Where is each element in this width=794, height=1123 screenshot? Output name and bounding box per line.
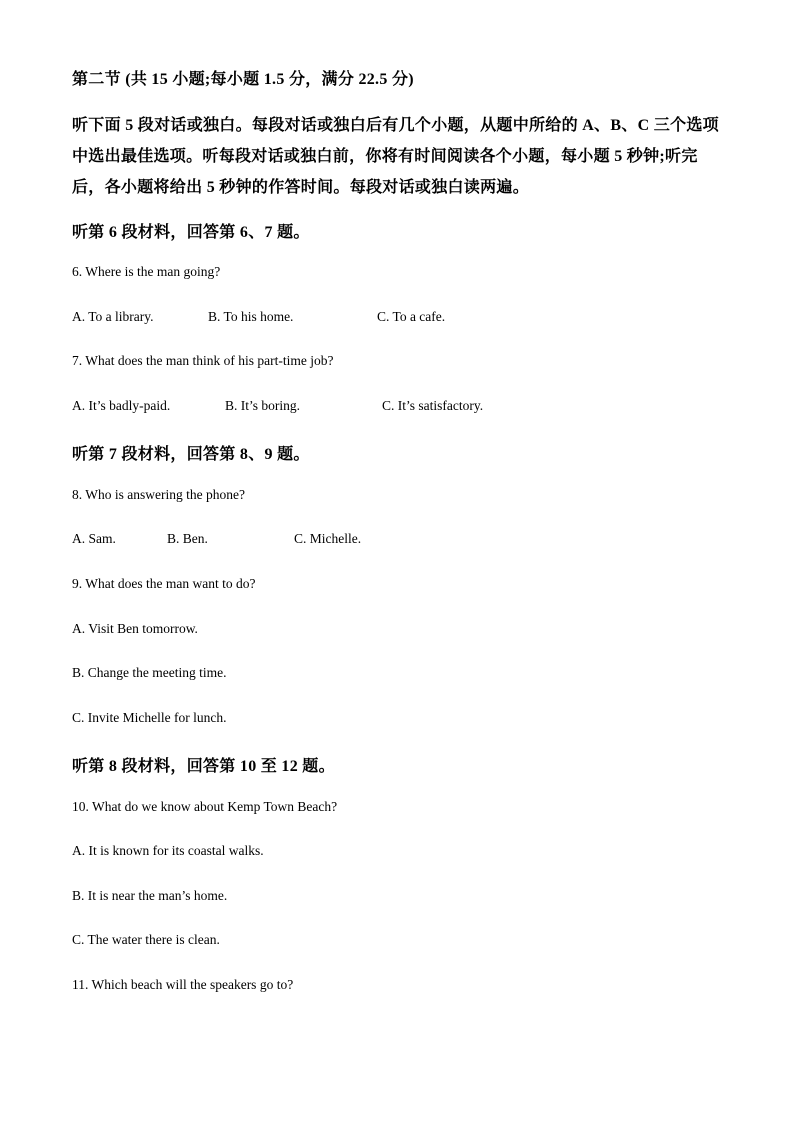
- q6-option-c: C. To a cafe.: [377, 309, 446, 324]
- instructions-line-2: 中选出最佳选项。听每段对话或独白前，你将有时间阅读各个小题，每小题 5 秒钟;听完: [72, 148, 698, 165]
- q7-option-b: B. It’s boring.: [225, 398, 301, 413]
- question-11: 11. Which beach will the speakers go to?: [72, 977, 294, 992]
- group-heading-6: 听第 6 段材料，回答第 6、7 题。: [72, 224, 310, 241]
- q7-option-c: C. It’s satisfactory.: [382, 398, 484, 413]
- question-9: 9. What does the man want to do?: [72, 576, 256, 591]
- q10-option-b: B. It is near the man’s home.: [72, 888, 228, 903]
- question-6: 6. Where is the man going?: [72, 264, 221, 279]
- q10-option-a: A. It is known for its coastal walks.: [72, 843, 264, 858]
- question-10: 10. What do we know about Kemp Town Beach?: [72, 799, 338, 814]
- q6-option-a: A. To a library.: [72, 309, 154, 324]
- q7-option-a: A. It’s badly-paid.: [72, 398, 171, 413]
- question-7: 7. What does the man think of his part-time job?: [72, 353, 334, 368]
- q9-option-c: C. Invite Michelle for lunch.: [72, 710, 227, 725]
- q8-option-c: C. Michelle.: [294, 531, 362, 546]
- q10-option-c: C. The water there is clean.: [72, 932, 220, 947]
- q8-option-b: B. Ben.: [167, 531, 208, 546]
- q9-option-a: A. Visit Ben tomorrow.: [72, 621, 198, 636]
- group-heading-7: 听第 7 段材料，回答第 8、9 题。: [72, 446, 310, 463]
- instructions-line-1: 听下面 5 段对话或独白。每段对话或独白后有几个小题，从题中所给的 A、B、C 三个选项: [72, 117, 719, 134]
- group-heading-8: 听第 8 段材料，回答第 10 至 12 题。: [72, 758, 335, 775]
- instructions-line-3: 后，各小题将给出 5 秒钟的作答时间。每段对话或独白读两遍。: [72, 179, 530, 196]
- question-8: 8. Who is answering the phone?: [72, 487, 245, 502]
- q8-option-a: A. Sam.: [72, 531, 116, 546]
- q6-option-b: B. To his home.: [208, 309, 294, 324]
- section-title: 第二节 (共 15 小题;每小题 1.5 分，满分 22.5 分): [72, 71, 414, 88]
- q9-option-b: B. Change the meeting time.: [72, 665, 227, 680]
